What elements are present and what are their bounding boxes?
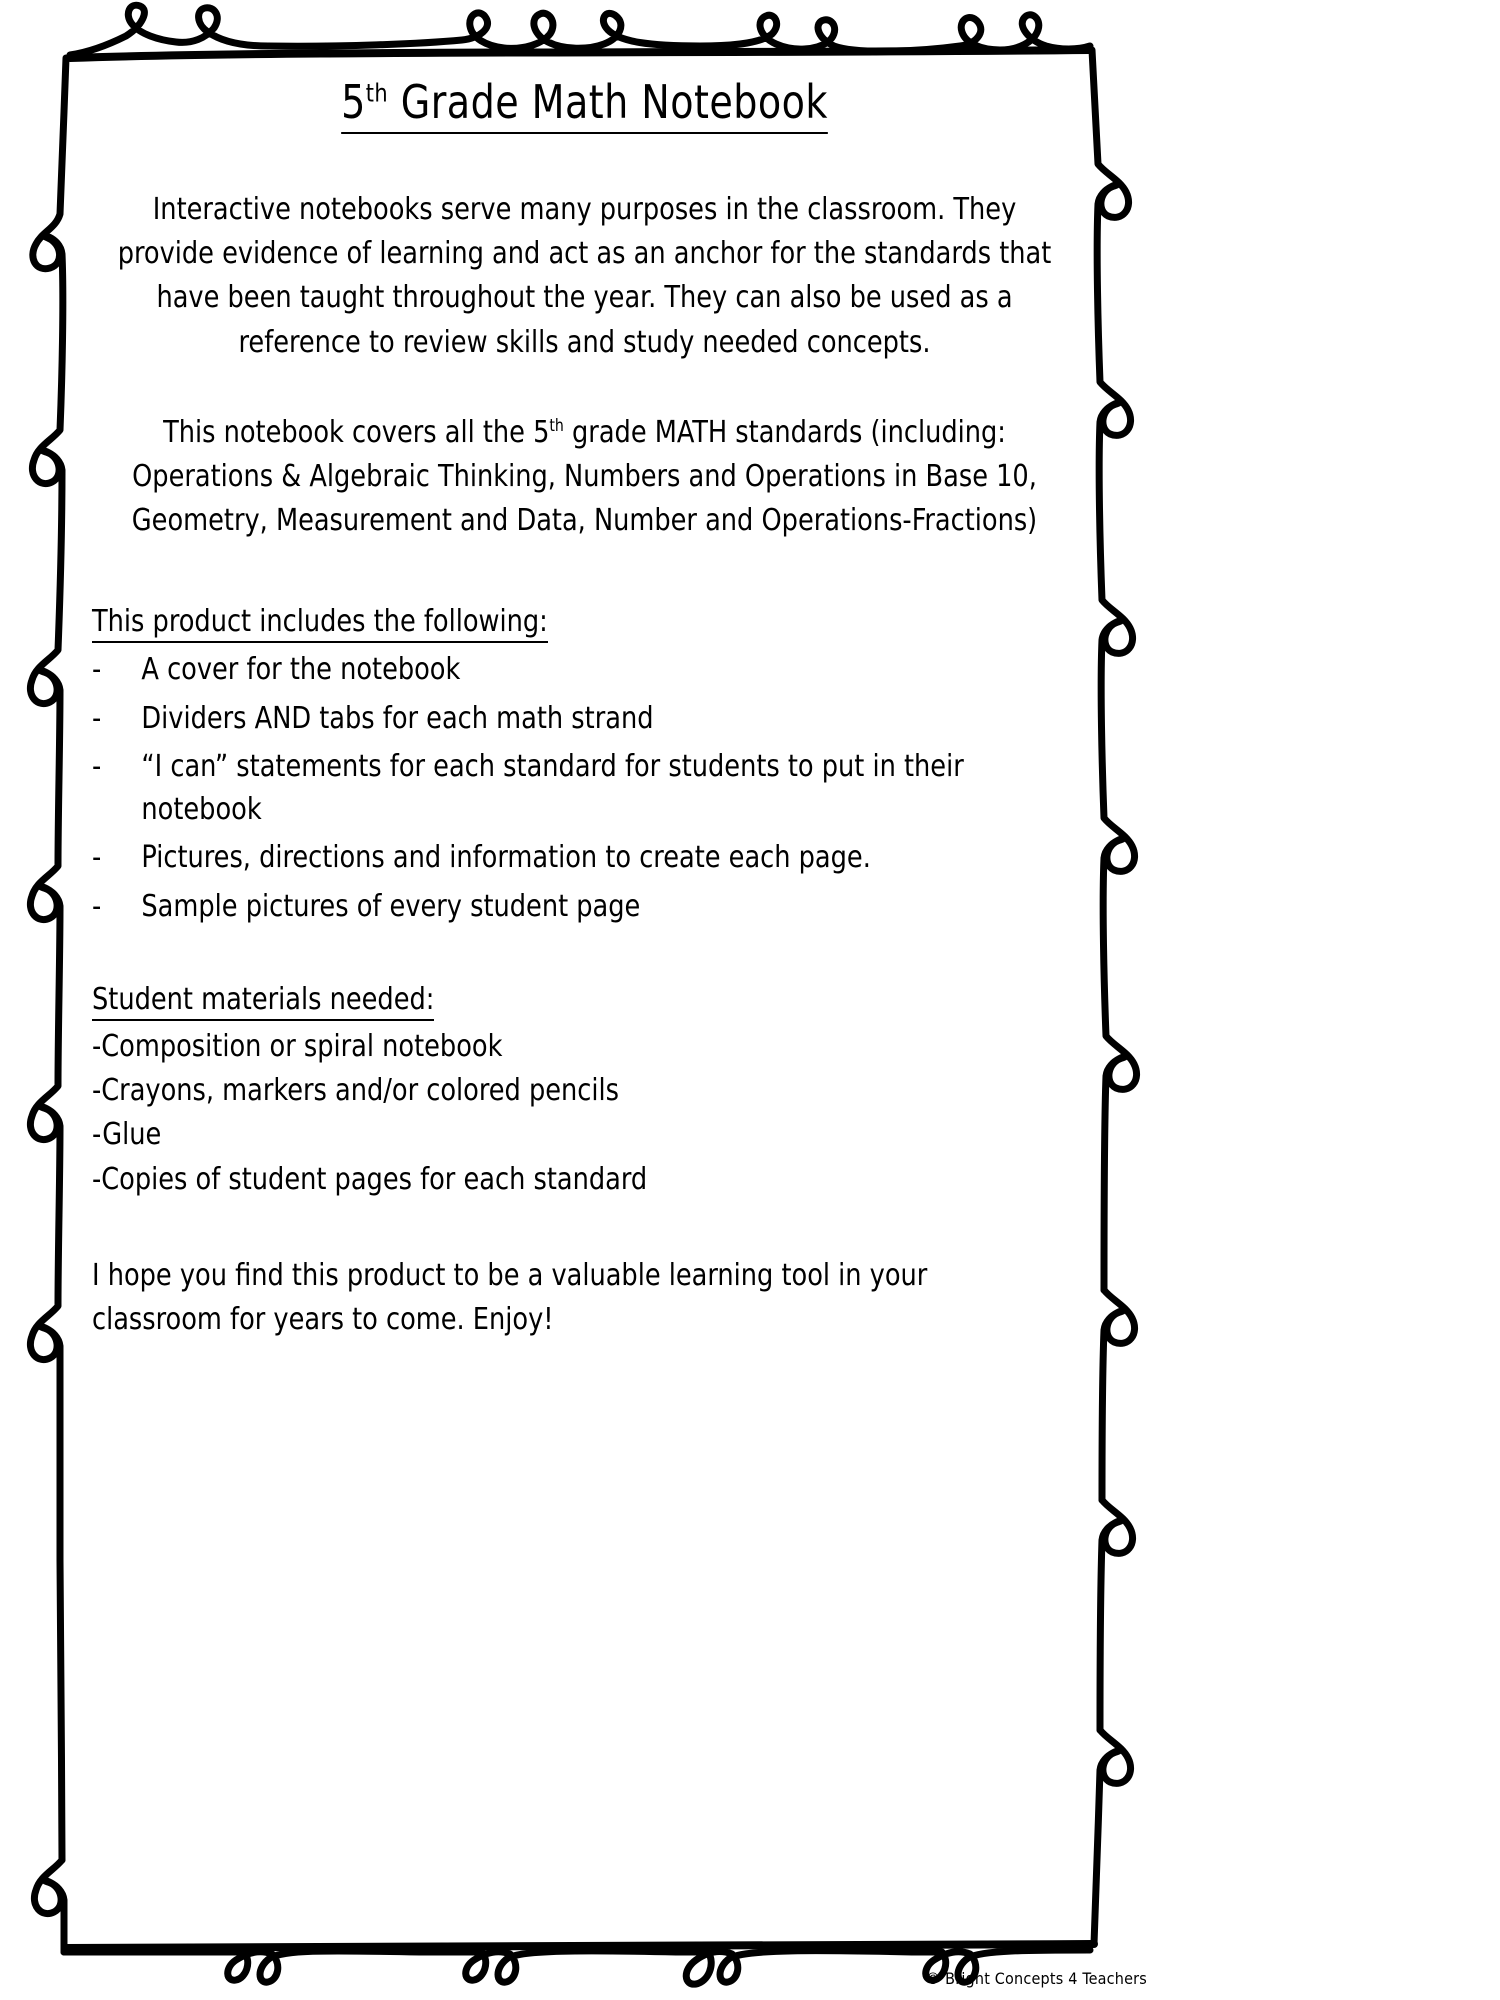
title-grade-number: 5 bbox=[341, 75, 366, 129]
bullet-dash-icon: - bbox=[92, 700, 102, 736]
title-rest: Grade Math Notebook bbox=[388, 75, 828, 129]
includes-section-heading bbox=[92, 601, 1028, 643]
closing-paragraph: I hope you find this product to be a valuable learning tool in your classroom for years to come. Enjoy! bbox=[92, 1258, 928, 1338]
bullet-dash-icon: - bbox=[92, 651, 102, 687]
page-title bbox=[131, 75, 1037, 129]
list-item bbox=[92, 886, 1028, 929]
intro-p2-ordinal-suffix: th bbox=[549, 415, 564, 435]
list-item-label: “I can” statements for each standard for students to put in their notebook bbox=[141, 749, 964, 827]
document-body bbox=[92, 60, 1077, 1342]
bullet-dash-icon: - bbox=[92, 888, 102, 924]
intro-p2-before: This notebook covers all the 5 bbox=[163, 414, 550, 450]
includes-heading-text: This product includes the following: bbox=[92, 604, 548, 643]
intro-p2-after: grade MATH standards (including: Operations & Algebraic Thinking, Numbers and Operations in Base 10, Geometry, Measurement and Data, Number and Operations-Fractions) bbox=[131, 414, 1038, 538]
list-item-label: Pictures, directions and information to create each page. bbox=[141, 840, 871, 876]
list-item bbox=[92, 649, 1028, 692]
list-item: -Crayons, markers and/or colored pencils bbox=[92, 1072, 620, 1108]
list-item: -Composition or spiral notebook bbox=[92, 1028, 503, 1064]
intro-paragraph-2 bbox=[117, 411, 1053, 543]
includes-list bbox=[92, 649, 1028, 929]
list-item bbox=[92, 698, 1028, 741]
list-item-label: A cover for the notebook bbox=[141, 651, 461, 687]
title-ordinal-suffix: th bbox=[365, 78, 389, 108]
list-item: -Glue bbox=[92, 1117, 162, 1153]
list-item-label: Sample pictures of every student page bbox=[141, 888, 641, 924]
bullet-dash-icon: - bbox=[92, 749, 102, 785]
list-item: -Copies of student pages for each standard bbox=[92, 1161, 648, 1197]
bullet-dash-icon: - bbox=[92, 840, 102, 876]
list-item bbox=[92, 837, 1028, 880]
materials-section-heading bbox=[92, 979, 1028, 1021]
intro-paragraph-1: Interactive notebooks serve many purposes in the classroom. They provide evidence of learning and act as an anchor for the standards that have been taught throughout the year. They can also be used as a reference to review skills and study needed concepts. bbox=[117, 192, 1052, 360]
materials-heading-text: Student materials needed: bbox=[92, 982, 434, 1021]
list-item bbox=[92, 746, 1028, 831]
footer-copyright: © Bright Concepts 4 Teachers bbox=[925, 1969, 1147, 1988]
list-item-label: Dividers AND tabs for each math strand bbox=[141, 700, 654, 736]
materials-list bbox=[92, 1025, 1028, 1203]
